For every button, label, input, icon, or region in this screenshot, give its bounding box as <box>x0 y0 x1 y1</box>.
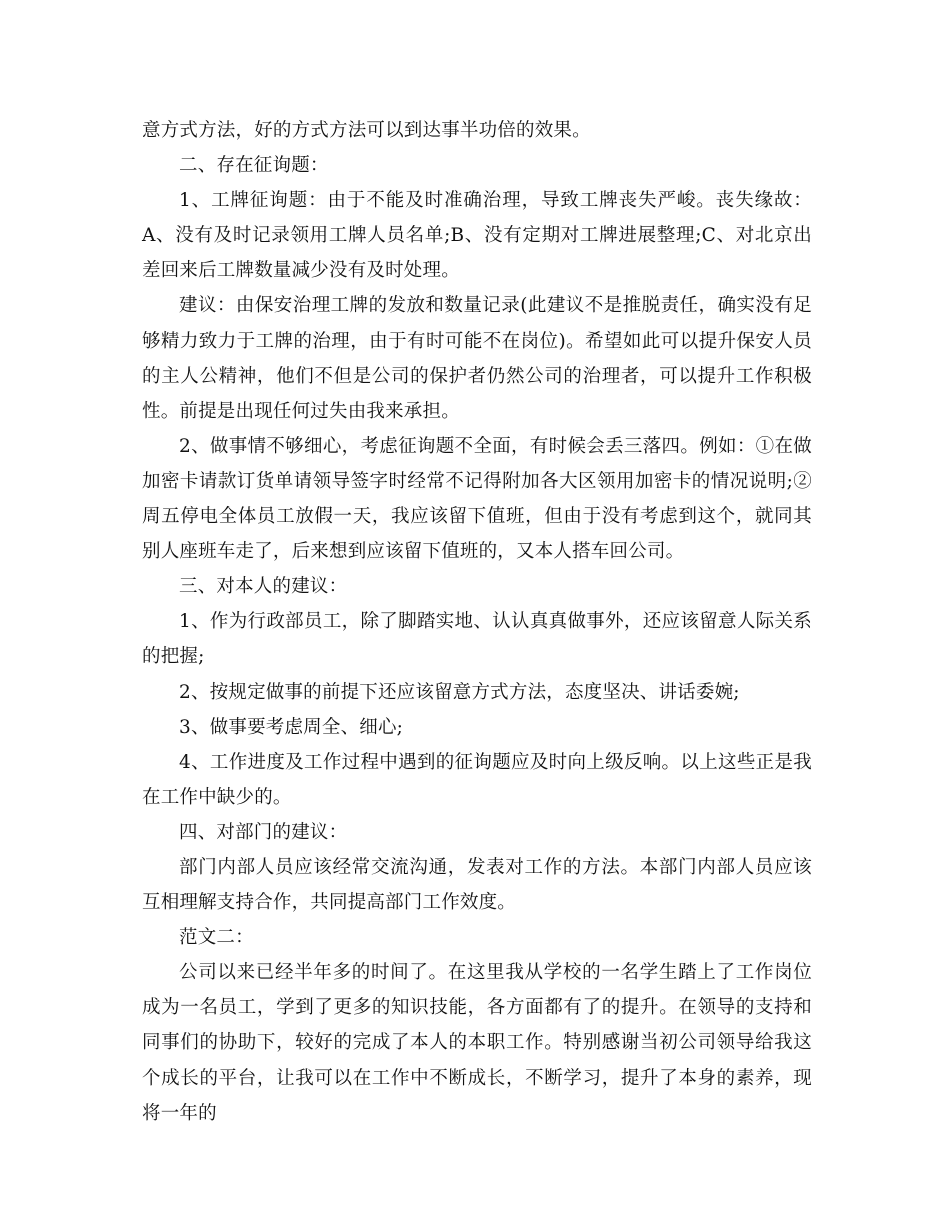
sample-heading-two: 范文二： <box>179 927 254 949</box>
paragraph-badge-problem: 1、工牌征询题：由于不能及时准确治理，导致工牌丧失严峻。丧失缘故：A、没有及时记录领用工牌人员名单;B、没有定期对工牌进展整理;C、对北京出差回来后工牌数量减少没有及时处理。 <box>142 190 812 282</box>
paragraph-suggestion: 建议：由保安治理工牌的发放和数量记录(此建议不是推脱责任，确实没有足够精力致力于工牌的治理，由于有时可能不在岗位)。希望如此可以提升保安人员的主人公精神，他们不但是公司的保护者仍然公司的治理者，可以提升工作积极性。前提是出现任何过失由我来承担。 <box>142 295 812 422</box>
list-item-self-4: 4、工作进度及工作过程中遇到的征询题应及时向上级反响。以上这些正是我在工作中缺少的。 <box>142 751 812 808</box>
paragraph-carelessness: 2、做事情不够细心，考虑征询题不全面，有时候会丢三落四。例如：①在做加密卡请款订货单请领导签字时经常不记得附加各大区领用加密卡的情况说明;②周五停电全体员工放假一天，我应该留下值班，但由于没有考虑到这个，就同其别人座班车走了，后来想到应该留下值班的，又本人搭车回公司。 <box>142 435 812 563</box>
paragraph-department: 部门内部人员应该经常交流沟通，发表对工作的方法。本部门内部人员应该互相理解支持合作，共同提高部门工作效度。 <box>142 856 812 914</box>
section-heading-problems: 二、存在征询题： <box>179 155 329 177</box>
paragraph-sample-two: 公司以来已经半年多的时间了。在这里我从学校的一名学生踏上了工作岗位成为一名员工，学到了更多的知识技能，各方面都有了的提升。在领导的支持和同事们的协助下，较好的完成了本人的本职工作。特别感谢当初公司领导给我这个成长的平台，让我可以在工作中不断成长，不断学习，提升了本身的素养，现将一年的 <box>142 962 812 1124</box>
list-item-self-3: 3、做事要考虑周全、细心; <box>179 716 404 738</box>
document-body <box>142 113 812 1131</box>
paragraph-continuation: 意方式方法，好的方式方法可以到达事半功倍的效果。 <box>142 120 591 141</box>
section-heading-department-suggestions: 四、对部门的建议： <box>179 821 348 843</box>
list-item-self-1: 1、作为行政部员工，除了脚踏实地、认认真真做事外，还应该留意人际关系的把握; <box>142 611 812 668</box>
list-item-self-2: 2、按规定做事的前提下还应该留意方式方法，态度坚决、讲话委婉; <box>179 681 740 703</box>
section-heading-self-suggestions: 三、对本人的建议： <box>179 576 348 598</box>
